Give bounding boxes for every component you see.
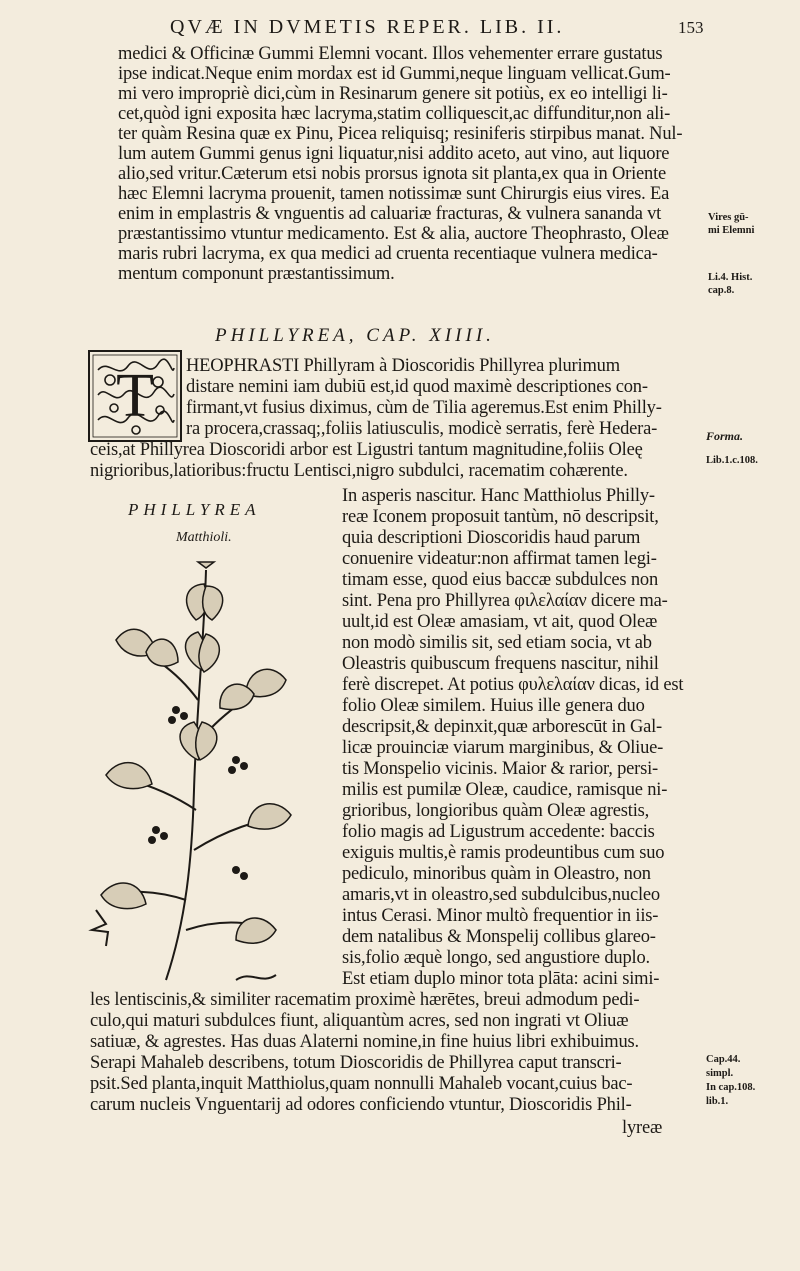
text-line: les lentiscinis,& similiter racematim proximè hærētes, breui admodum pedi- bbox=[90, 990, 640, 1010]
text-line: folio magis ad Ligustrum accedente: baccis bbox=[342, 822, 655, 842]
margin-note: mi Elemni bbox=[708, 225, 755, 236]
text-line: timam esse, quod eius baccæ subdulces non bbox=[342, 570, 659, 590]
text-line: ipse indicat.Neque enim mordax est id Gummi,neque linguam vellicat.Gum- bbox=[118, 64, 671, 84]
text-line: lum autem Gummi genus igni liquatur,nisi addito aceto, aut vino, aut liquore bbox=[118, 144, 670, 164]
text-line: sint. Pena pro Phillyrea φιλελαίαν dicere ma- bbox=[342, 591, 668, 611]
text-line: milis est pumilæ Oleæ, caudice, ramisque ni- bbox=[342, 780, 668, 800]
text-line: carum nucleis Vnguentarij ad odores conficiendo vtuntur, Dioscoridis Phil- bbox=[90, 1095, 632, 1115]
text-line: mentum componunt præstantissimum. bbox=[118, 264, 395, 284]
text-line: nigrioribus,latioribus:fructu Lentisci,nigro subdulci, racematim cohærente. bbox=[90, 461, 628, 481]
text-line: pediculo, minoribus quàm in Oleastro, non bbox=[342, 864, 651, 884]
text-line: maris rubri lacryma, ex qua medici ad cruenta recentiaque vulnera medica- bbox=[118, 244, 658, 264]
text-line: dem natalibus & Monspelij collibus glareo- bbox=[342, 927, 656, 947]
text-line: ter quàm Resina quæ ex Pinu, Picea reliquisq; resiniferis stirpibus manat. Nul- bbox=[118, 124, 683, 144]
text-line: præstantissimo vtuntur medicamento. Est & alia, auctore Theophrasto, Oleæ bbox=[118, 224, 669, 244]
text-line: firmant,vt fusius diximus, cùm de Tilia ageremus.Est enim Philly- bbox=[186, 398, 662, 418]
text-line: grioribus, longioribus quàm Oleæ agrestis, bbox=[342, 801, 650, 821]
text-line: descripsit,& depinxit,quæ arborescūt in Gal- bbox=[342, 717, 663, 737]
text-line: Est etiam duplo minor tota plāta: acini simi- bbox=[342, 969, 660, 989]
margin-note: Vires gū- bbox=[708, 212, 749, 223]
text-line: non modò similis sit, sed etiam socia, vt ab bbox=[342, 633, 652, 653]
text-line: psit.Sed planta,inquit Matthiolus,quam nonnulli Mahaleb vocant,cuius bac- bbox=[90, 1074, 633, 1094]
chapter-heading: PHILLYREA, CAP. XIIII. bbox=[215, 325, 495, 346]
text-line: ceis,at Phillyrea Dioscoridi arbor est Ligustri tantum magnitudine,foliis Oleę bbox=[90, 440, 643, 460]
text-line: folio Oleæ similem. Huius ille genera duo bbox=[342, 696, 645, 716]
text-line: hæc Elemni lacryma prouenit, tamen notissimæ sunt Chirurgis eius vires. Ea bbox=[118, 184, 670, 204]
margin-note: In cap.108. bbox=[706, 1082, 756, 1093]
page-number: 153 bbox=[678, 18, 704, 37]
text-line: mi vero impropriè dici,cùm in Resinarum genere sit potiùs, ex eo intelligi li- bbox=[118, 84, 668, 104]
margin-note: Cap.44. bbox=[706, 1054, 741, 1065]
decorated-initial-icon bbox=[88, 350, 182, 442]
text-line: uult,id est Oleæ amasiam, vt ait, quod Oleæ bbox=[342, 612, 658, 632]
margin-note: Li.4. Hist. bbox=[708, 272, 753, 283]
figure-caption-subtitle: Matthioli. bbox=[176, 530, 232, 545]
text-line: exiguis multis,è ramis prodeuntibus cum suo bbox=[342, 843, 665, 863]
text-line: licæ prouinciæ viarum marginibus, & Oliue- bbox=[342, 738, 664, 758]
text-line: intus Cerasi. Minor multò frequentior in iis- bbox=[342, 906, 659, 926]
text-line: tis Monspelio vicinis. Maior & rarior, persi- bbox=[342, 759, 659, 779]
figure-caption-title: PHILLYREA bbox=[128, 500, 261, 519]
text-line: In asperis nascitur. Hanc Matthiolus Philly- bbox=[342, 486, 655, 506]
text-line: reæ Iconem proposuit tantùm, nō descripsit, bbox=[342, 507, 659, 527]
text-line: lyreæ bbox=[622, 1118, 663, 1138]
running-head: QVÆ IN DVMETIS REPER. LIB. II. bbox=[170, 16, 565, 38]
margin-note: Forma. bbox=[706, 429, 744, 443]
text-line: conuenire videatur:non affirmat tamen legi- bbox=[342, 549, 657, 569]
text-line: amaris,vt in oleastro,sed subdulcibus,nucleo bbox=[342, 885, 660, 905]
margin-note: lib.1. bbox=[706, 1096, 729, 1107]
text-line: enim in emplastris & vnguentis ad caluariæ fracturas, & vulnera sananda vt bbox=[118, 204, 662, 224]
text-line: medici & Officinæ Gummi Elemni vocant. Illos vehementer errare gustatus bbox=[118, 44, 663, 64]
text-line: HEOPHRASTI Phillyram à Dioscoridis Phillyrea plurimum bbox=[186, 356, 620, 376]
text-line: Serapi Mahaleb describens, totum Dioscoridis de Phillyrea caput transcri- bbox=[90, 1053, 622, 1073]
text-line: sis,folio æquè longo, sed angustiore duplo. bbox=[342, 948, 650, 968]
margin-note: simpl. bbox=[706, 1068, 734, 1079]
initial-letter: T bbox=[116, 362, 154, 430]
margin-note: cap.8. bbox=[708, 285, 735, 296]
text-line: satiuæ, & agrestes. Has duas Alaterni nomine,in fine huius libri exhibuimus. bbox=[90, 1032, 639, 1052]
text-line: quia descriptioni Dioscoridis haud parum bbox=[342, 528, 641, 548]
text-line: cet,quòd igni exposita hæc lacryma,statim colliquescit,ac diffunditur,non ali- bbox=[118, 104, 671, 124]
text-line: alio,sed vritur.Cæterum etsi nobis prorsus ignota sit planta,ex qua in Oriente bbox=[118, 164, 667, 184]
text-line: culo,qui maturi subdulces fiunt, aliquantùm acres, sed non ingrati vt Oliuæ bbox=[90, 1011, 629, 1031]
text-line: Oleastris quibuscum frequens nascitur, nihil bbox=[342, 654, 659, 674]
text-line: ferè discrepet. At potius φυλελαίαν dicas, id est bbox=[342, 675, 684, 695]
margin-note: Lib.1.c.108. bbox=[706, 455, 758, 466]
text-line: distare nemini iam dubiū est,id quod maximè descriptiones con- bbox=[186, 377, 648, 397]
phillyrea-woodcut-icon bbox=[86, 560, 316, 1000]
text-line: ra procera,crassaq;,foliis latiusculis, modicè serratis, ferè Hedera- bbox=[186, 419, 658, 439]
